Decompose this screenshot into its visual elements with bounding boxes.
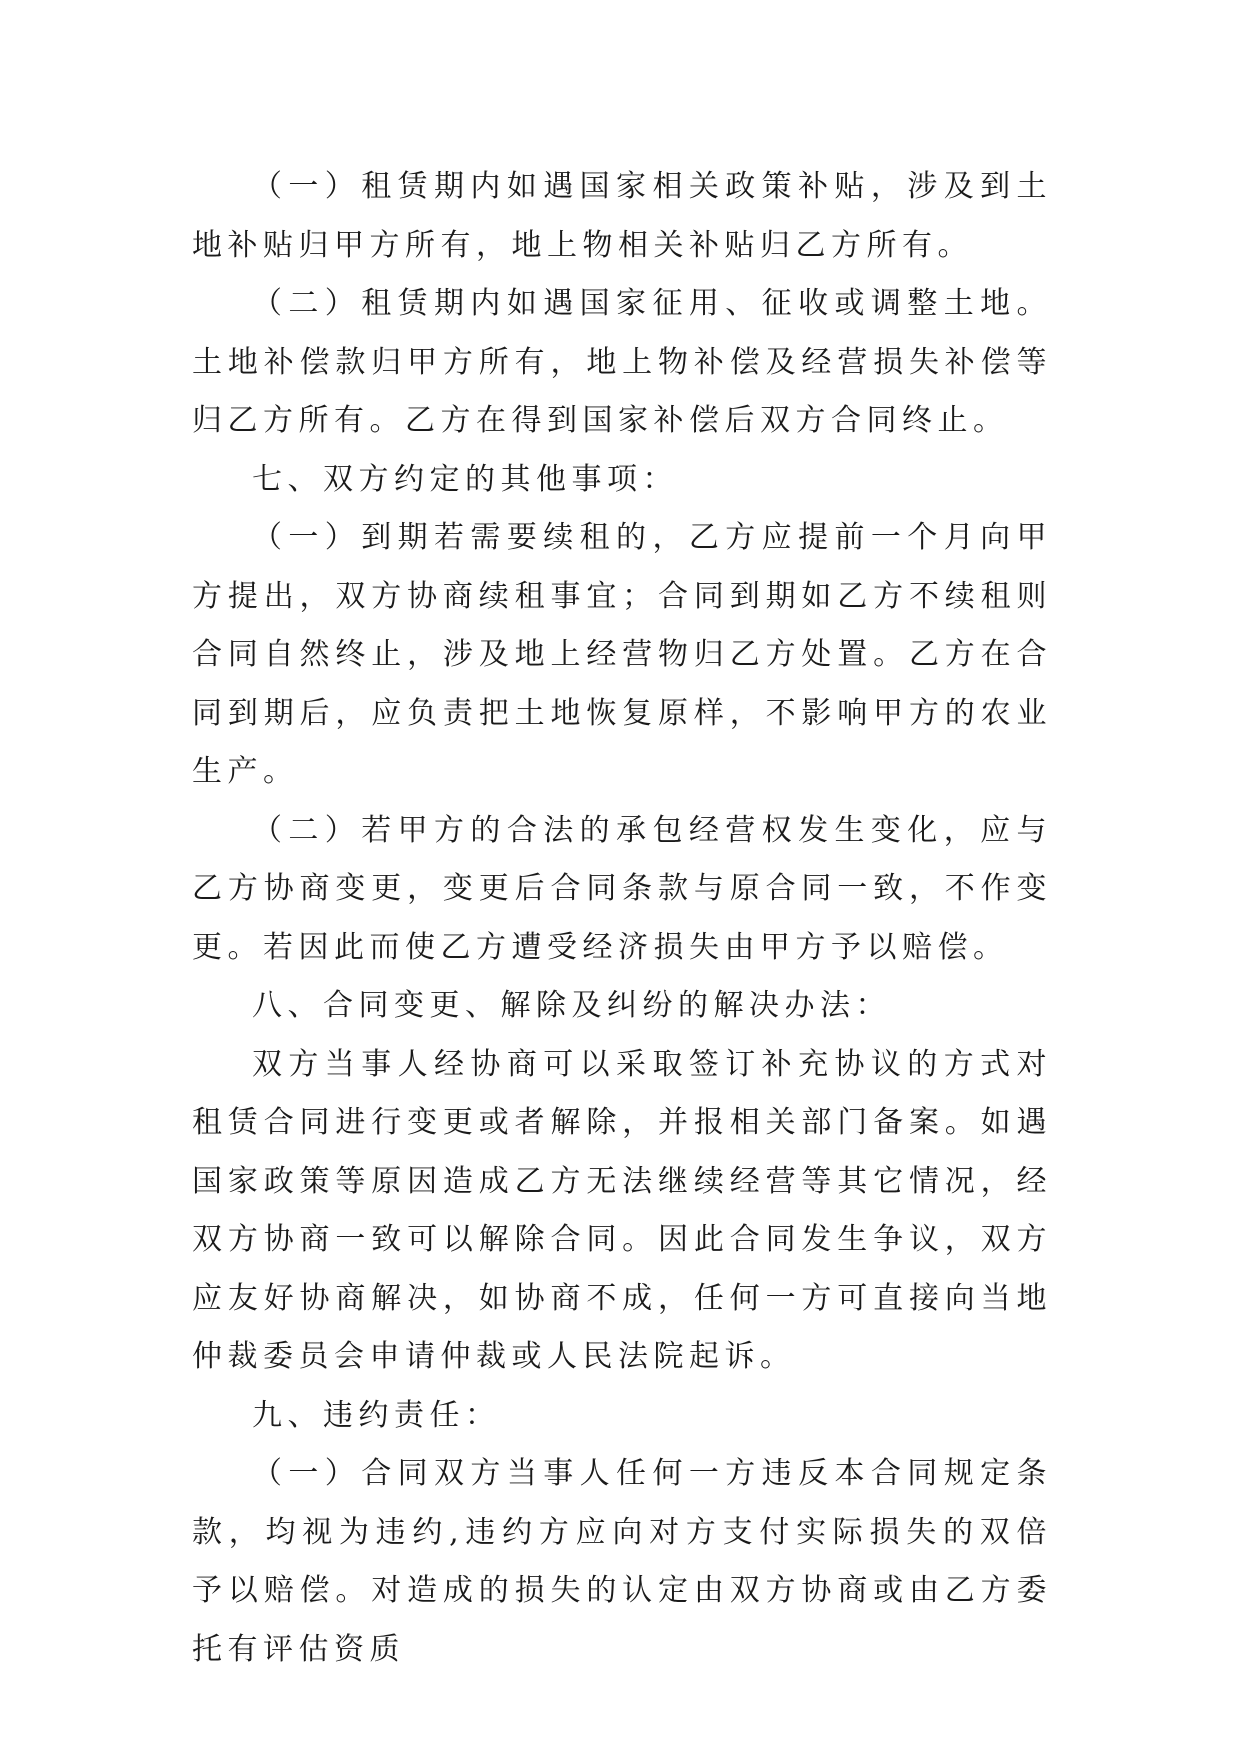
paragraph-subsidy-clause: （一）租赁期内如遇国家相关政策补贴，涉及到土地补贴归甲方所有，地上物相关补贴归乙方所有。 (192, 169, 1052, 263)
paragraph-breach-clause: （一）合同双方当事人任何一方违反本合同规定条款，均视为违约,违约方应向对方支付实际损失的双倍予以赔偿。对造成的损失的认定由双方协商或由乙方委托有评估资质 (192, 1456, 1052, 1667)
paragraph-renewal-clause: （一）到期若需要续租的，乙方应提前一个月向甲方提出，双方协商续租事宜；合同到期如乙方不续租则合同自然终止，涉及地上经营物归乙方处置。乙方在合同到期后，应负责把土地恢复原样，不影响甲方的农业生产。 (192, 520, 1052, 789)
paragraph-expropriation-clause: （二）租赁期内如遇国家征用、征收或调整土地。土地补偿款归甲方所有，地上物补偿及经营损失补偿等归乙方所有。乙方在得到国家补偿后双方合同终止。 (192, 286, 1052, 438)
section-heading-breach-liability: 九、违约责任： (252, 1397, 501, 1433)
section-heading-other-matters: 七、双方约定的其他事项： (252, 461, 678, 497)
paragraph-dispute-resolution: 双方当事人经协商可以采取签订补充协议的方式对租赁合同进行变更或者解除，并报相关部门备案。如遇国家政策等原因造成乙方无法继续经营等其它情况，经双方协商一致可以解除合同。因此合同发生争议，双方应友好协商解决，如协商不成，任何一方可直接向当地仲裁委员会申请仲裁或人民法院起诉。 (192, 1046, 1052, 1374)
document-body (192, 158, 1052, 1679)
paragraph-rights-change-clause: （二）若甲方的合法的承包经营权发生变化，应与乙方协商变更，变更后合同条款与原合同一致，不作变更。若因此而使乙方遭受经济损失由甲方予以赔偿。 (192, 812, 1052, 965)
section-heading-dispute-resolution: 八、合同变更、解除及纠纷的解决办法： (252, 988, 891, 1023)
